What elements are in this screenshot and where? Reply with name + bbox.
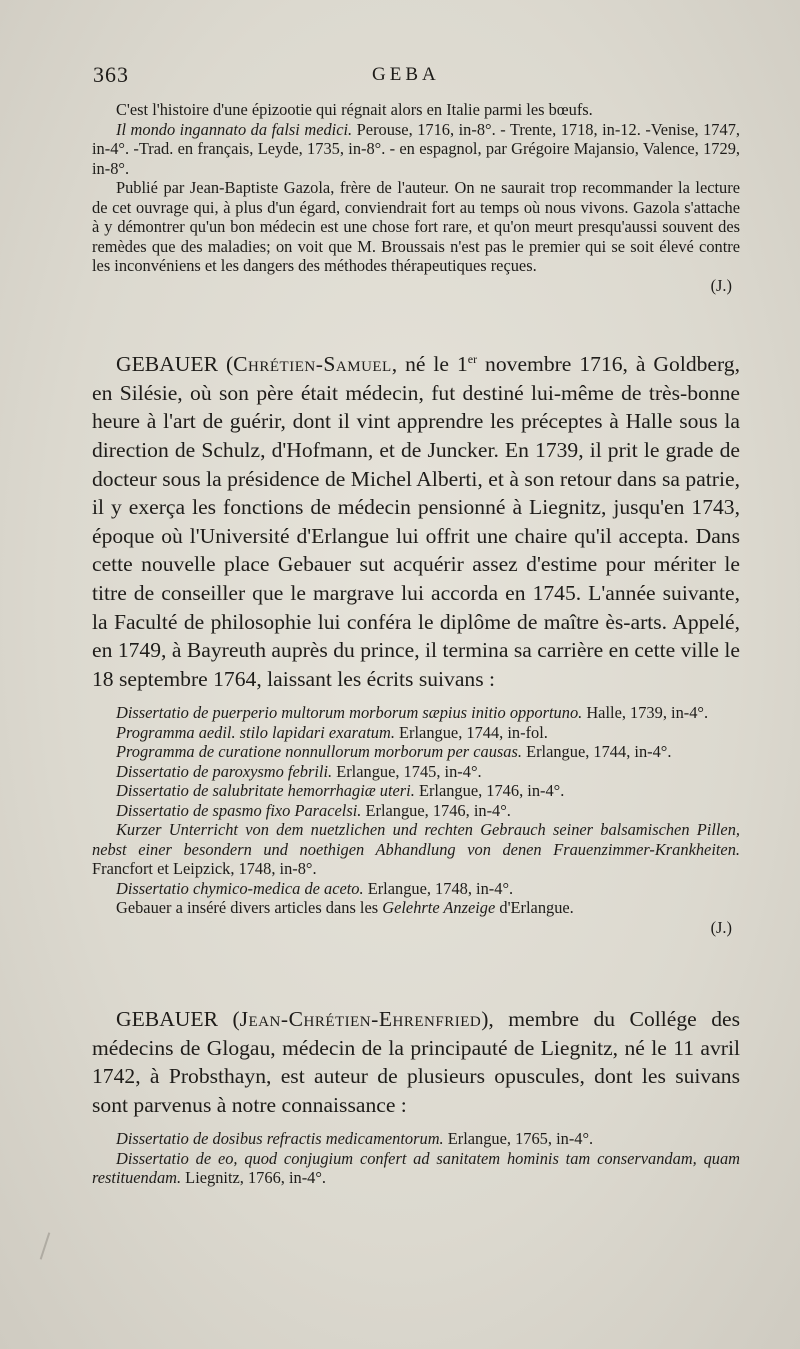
work-title: Dissertatio de spasmo fixo Paracelsi.	[116, 800, 362, 820]
entry-forename: Jean-Chrétien-Ehrenfried	[239, 1007, 482, 1031]
paragraph: C'est l'histoire d'une épizootie qui régnait alors en Italie parmi les bœufs.	[116, 100, 593, 119]
page-number: 363	[93, 62, 129, 87]
entry-headword: GEBAUER	[116, 1007, 218, 1031]
work-publication: Erlangue, 1748, in-4°.	[363, 878, 514, 898]
bibliography-list	[92, 1129, 740, 1188]
entry-headword: GEBAUER	[116, 352, 218, 377]
bibliography-list	[92, 703, 740, 937]
work-publication: Liegnitz, 1766, in-4°.	[181, 1168, 327, 1188]
work-title: Dissertatio de salubritate hemorrhagiæ uteri.	[116, 781, 415, 801]
work-title: Dissertatio de dosibus refractis medicamentorum.	[116, 1129, 444, 1149]
entry-forename: Chrétien-Samuel	[233, 352, 392, 377]
entry-body: GEBAUER (Jean-Chrétien-Ehrenfried), membre du Collége des médecins de Glogau, médecin de la principauté de Liegnitz, né le 11 avril 1742, à Probsthayn, est auteur de plusieurs opuscules, dont les suivans sont parvenus à notre connaissance :	[92, 1007, 740, 1117]
work-publication: Erlangue, 1765, in-4°.	[443, 1129, 594, 1149]
bibliography-item	[92, 1129, 740, 1149]
author-signature: (J.)	[710, 275, 732, 295]
entry-gebauer-chretien-samuel	[92, 345, 740, 937]
previous-entry-continuation	[92, 100, 740, 295]
work-publication: Erlangue, 1745, in-4°.	[332, 761, 482, 781]
work-title: Dissertatio de paroxysmo febrili.	[116, 761, 333, 781]
bibliography-item	[92, 742, 740, 762]
work-title: Dissertatio de puerperio multorum morborum sæpius initio opportuno.	[116, 703, 583, 723]
bibliography-item	[92, 723, 740, 743]
work-publication: Perouse, 1716, in-8°. - Trente, 1718, in-12. -Venise, 1747, in-4°. -Trad. en français, Leyde, 1735, in-8°. - en espagnol, par Grégoire Majansio, Valence, 1729, in-8°.	[92, 119, 740, 178]
note-title: Gelehrte Anzeige	[382, 898, 496, 918]
work-publication: Erlangue, 1746, in-4°.	[361, 800, 511, 820]
work-publication: Erlangue, 1744, in-4°.	[521, 742, 672, 762]
work-title: Programma aedil. stilo lapidari exaratum.	[116, 722, 395, 742]
bibliography-item	[92, 703, 740, 723]
bibliography-note	[92, 898, 740, 918]
work-publication: Erlangue, 1746, in-4°.	[414, 781, 565, 801]
paragraph: Publié par Jean-Baptiste Gazola, frère de l'auteur. On ne saurait trop recommander la lecture de cet ouvrage qui, à plus d'un égard, conviendrait fort au temps où nous vivons. Gazola s'attache à y démontrer qu'un bon médecin est une chose fort rare, et qu'on meurt presqu'aussi souvent des remèdes que des maladies; on voit que M. Broussais n'est pas le premier qui se soit élevé contre les inconvéniens et les dangers des méthodes thérapeutiques reçues.	[92, 178, 740, 275]
note-text: d'Erlangue.	[495, 898, 574, 918]
work-title: Il mondo ingannato da falsi medici.	[116, 119, 353, 139]
work-publication: Erlangue, 1744, in-fol.	[394, 722, 548, 742]
running-head: GEBA	[372, 64, 440, 85]
work-title: Kurzer Unterricht von dem nuetzlichen und rechten Gebrauch seiner balsamischen Pillen, nebst einer besondern und noethigen Abhandlung von denen Frauenzimmer-Krankheiten.	[92, 820, 740, 859]
bibliography-item	[92, 879, 740, 899]
work-title: Dissertatio de eo, quod conjugium confert ad sanitatem hominis tam conservandam, quam restituendam.	[92, 1148, 740, 1188]
entry-text-b: novembre 1716, à Goldberg, en Silésie, où son père était médecin, fut destiné lui-même de très-bonne heure à l'art de guérir, dont il vint apprendre les préceptes à Halle sous la direction de Schulz, d'Hofmann, et de Juncker. En 1739, il prit le grade de docteur sous la présidence de Michel Alberti, et à son retour dans sa patrie, il y exerça les fonctions de médecin pensionné à Liegnitz, jusqu'en 1743, époque où l'Université d'Erlangue lui offrit une chaire qu'il accepta. Dans cette nouvelle place Gebauer sut acquérir assez d'estime pour mériter le titre de conseiller que le margrave lui accorda en 1745. L'année suivante, la Faculté de philosophie lui conféra le diplôme de maître ès-arts. Appelé, en 1749, à Bayreuth auprès du prince, il termina sa carrière en cette ville le 18 septembre 1764, laissant les écrits suivans :	[92, 352, 740, 691]
bibliography-item	[92, 1149, 740, 1188]
author-signature: (J.)	[710, 917, 732, 937]
work-title: Programma de curatione nonnullorum morborum per causas.	[116, 742, 522, 762]
bibliography-item	[92, 120, 740, 179]
bibliography-item	[92, 781, 740, 801]
page-header	[0, 62, 800, 96]
superscript: er	[467, 352, 478, 366]
entry-text: ), membre du Collége des médecins de Glogau, médecin de la principauté de Liegnitz, né le 11 avril 1742, à Probsthayn, est auteur de plusieurs opuscules, dont les suivans sont parvenus à notre connaissance :	[92, 1007, 740, 1117]
work-publication: Francfort et Leipzick, 1748, in-8°.	[92, 859, 317, 879]
bibliography-item	[92, 762, 740, 782]
work-publication: Halle, 1739, in-4°.	[582, 703, 709, 723]
entry-gebauer-jean-chretien-ehrenfried	[92, 1005, 740, 1188]
work-title: Dissertatio chymico-medica de aceto.	[116, 878, 364, 898]
bibliography-item	[92, 801, 740, 821]
entry-body: GEBAUER (Chrétien-Samuel, né le 1er novembre 1716, à Goldberg, en Silésie, où son père était médecin, fut destiné lui-même de très-bonne heure à l'art de guérir, dont il vint apprendre les préceptes à Halle sous la direction de Schulz, d'Hofmann, et de Juncker. En 1739, il prit le grade de docteur sous la présidence de Michel Alberti, et à son retour dans sa patrie, il y exerça les fonctions de médecin pensionné à Liegnitz, jusqu'en 1743, époque où l'Université d'Erlangue lui offrit une chaire qu'il accepta. Dans cette nouvelle place Gebauer sut acquérir assez d'estime pour mériter le titre de conseiller que le margrave lui accorda en 1745. L'année suivante, la Faculté de philosophie lui conféra le diplôme de maître ès-arts. Appelé, en 1749, à Bayreuth auprès du prince, il termina sa carrière en cette ville le 18 septembre 1764, laissant les écrits suivans :	[92, 352, 740, 691]
margin-mark	[40, 1232, 51, 1259]
bibliography-item	[92, 820, 740, 879]
note-text: Gebauer a inséré divers articles dans les	[116, 898, 383, 918]
entry-text-a: , né le 1	[391, 352, 468, 377]
